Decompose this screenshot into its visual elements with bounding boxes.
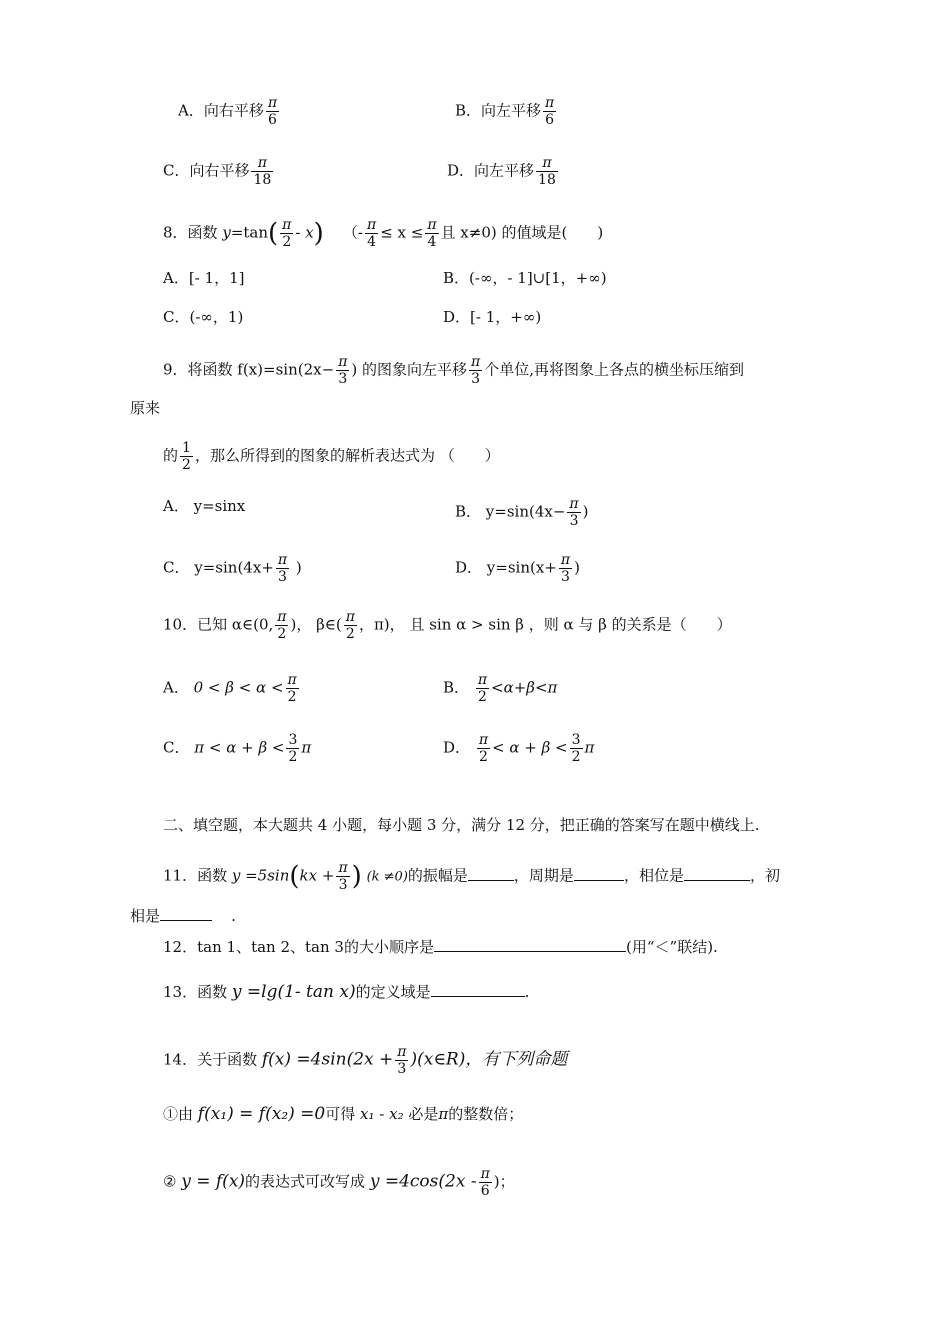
- phase-blank[interactable]: [684, 866, 750, 881]
- fraction-pi-over-3: $\frac{\pi}{3}$: [569, 496, 579, 529]
- q9-stem-line3: 的 $\frac{1}{2}$ ，那么所得到的图象的解析表达式为 （ ）: [163, 440, 500, 473]
- q13-stem: 13．函数 y =lg(1- tan x)的定义域是 .: [163, 982, 530, 1002]
- q14-stem: 14．关于函数 f(x) =4sin(2x + $\frac{\pi}{3}$ )(x∈R)，有下列命题: [163, 1044, 568, 1077]
- q7-option-b[interactable]: B．向左平移 $\frac{\pi}{6}$: [455, 95, 555, 128]
- q10-option-c[interactable]: C． π < α + β < $\frac{3}{2}$ π: [163, 732, 312, 765]
- q10-option-a[interactable]: A． 0 < β < α < $\frac{\pi}{2}$: [163, 672, 297, 705]
- q10-option-d[interactable]: D． $\frac{\pi}{2}$ < α + β < $\frac{3}{2}$ π: [443, 732, 595, 765]
- q10-stem: 10．已知 α∈(0, $\frac{\pi}{2}$ )， β∈( $\frac{\pi}{2}$ ，π)， 且 sin α > sin β ，则 α 与 β 的关系是（ ）: [163, 609, 732, 642]
- q14-proposition-1: ①由 f(x₁) = f(x₂) =0可得 x₁ - x₂ 必是π的整数倍；: [163, 1104, 524, 1124]
- fraction-pi-over-3: $\frac{\pi}{3}$: [338, 860, 348, 893]
- q8-option-a[interactable]: A．[- 1，1]: [163, 269, 245, 287]
- fraction-pi-over-6: $\frac{\pi}{6}$: [480, 1166, 490, 1199]
- initial-phase-blank[interactable]: [160, 906, 212, 921]
- q8-option-d[interactable]: D．[- 1，+∞): [443, 308, 542, 326]
- fraction-pi-over-6: $\frac{\pi}{6}$: [267, 95, 278, 128]
- period-blank[interactable]: [574, 866, 624, 881]
- q9-stem-line1: 9．将函数 f(x)=sin(2x− $\frac{\pi}{3}$ ) 的图象向左平移 $\frac{\pi}{3}$ 个单位,再将图象上各点的横坐标压缩到: [163, 354, 744, 387]
- fraction-pi-over-4: $\frac{\pi}{4}$: [366, 217, 377, 250]
- fraction-pi-over-3: $\frac{\pi}{3}$: [471, 354, 481, 387]
- fraction-pi-over-3: $\frac{\pi}{3}$: [277, 552, 288, 585]
- q9-option-c[interactable]: C． y=sin(4x+ $\frac{\pi}{3}$ ): [163, 552, 302, 585]
- q9-option-d[interactable]: D． y=sin(x+ $\frac{\pi}{3}$ ): [455, 552, 580, 585]
- fraction-one-half: $\frac{1}{2}$: [182, 440, 191, 473]
- amplitude-blank[interactable]: [468, 866, 514, 881]
- q14-proposition-2: ② y = f(x)的表达式可改写成 y =4cos(2x - $\frac{\pi}{6}$ )；: [163, 1166, 515, 1199]
- q8-option-b[interactable]: B．(-∞，- 1]∪[1，+∞): [443, 269, 607, 287]
- order-blank[interactable]: [434, 937, 626, 952]
- q8-stem: 8．函数 y=tan( $\frac{\pi}{2}$ - x) （- $\frac{\pi}{4}$ ≤ x ≤ $\frac{\pi}{4}$ 且 x≠0) 的值域是( ): [163, 217, 604, 250]
- q9-stem-line2: 原来: [130, 399, 161, 417]
- fraction-pi-over-4: $\frac{\pi}{4}$: [427, 217, 437, 250]
- q8-option-c[interactable]: C．(-∞，1): [163, 308, 244, 326]
- fraction-pi-over-3: $\frac{\pi}{3}$: [338, 354, 348, 387]
- domain-blank[interactable]: [431, 982, 525, 997]
- fraction-pi-over-2: $\frac{\pi}{2}$: [345, 609, 355, 642]
- section-heading-fill-in: 二、填空题，本大题共 4 小题，每小题 3 分，满分 12 分，把正确的答案写在题中横线上.: [163, 816, 760, 834]
- fraction-pi-over-2: $\frac{\pi}{2}$: [277, 609, 287, 642]
- fraction-pi-over-18: $\frac{\pi}{18}$: [253, 155, 272, 188]
- fraction-pi-over-2: $\frac{\pi}{2}$: [478, 732, 489, 765]
- q7-option-a[interactable]: A．向右平移 $\frac{\pi}{6}$: [178, 95, 278, 128]
- q9-option-b[interactable]: B． y=sin(4x− $\frac{\pi}{3}$ ): [455, 496, 589, 529]
- fraction-pi-over-2: $\frac{\pi}{2}$: [282, 217, 292, 250]
- q9-option-a[interactable]: A． y=sinx: [163, 497, 246, 515]
- fraction-pi-over-2: $\frac{\pi}{2}$: [287, 672, 297, 705]
- fraction-pi-over-2: $\frac{\pi}{2}$: [477, 672, 488, 705]
- fraction-pi-over-18: $\frac{\pi}{18}$: [538, 155, 556, 188]
- fraction-3-over-2: $\frac{3}{2}$: [288, 732, 298, 765]
- fraction-pi-over-3: $\frac{\pi}{3}$: [397, 1044, 407, 1077]
- q7-option-d[interactable]: D．向左平移 $\frac{\pi}{18}$: [447, 155, 556, 188]
- q10-option-b[interactable]: B． $\frac{\pi}{2}$ <α+β<π: [443, 672, 558, 705]
- fraction-3-over-2: $\frac{3}{2}$: [571, 732, 581, 765]
- q11-stem: 11．函数 y =5sin(kx + $\frac{\pi}{3}$ ) (k ≠0)的振幅是 ，周期是 ，相位是 ，初: [163, 860, 780, 893]
- fraction-pi-over-6: $\frac{\pi}{6}$: [545, 95, 555, 128]
- q11-stem-line2: 相是 .: [130, 907, 236, 925]
- q7-option-c[interactable]: C．向右平移 $\frac{\pi}{18}$: [163, 155, 272, 188]
- q12-stem: 12．tan 1、tan 2、tan 3的大小顺序是 (用“＜”联结).: [163, 938, 718, 956]
- fraction-pi-over-3: $\frac{\pi}{3}$: [560, 552, 571, 585]
